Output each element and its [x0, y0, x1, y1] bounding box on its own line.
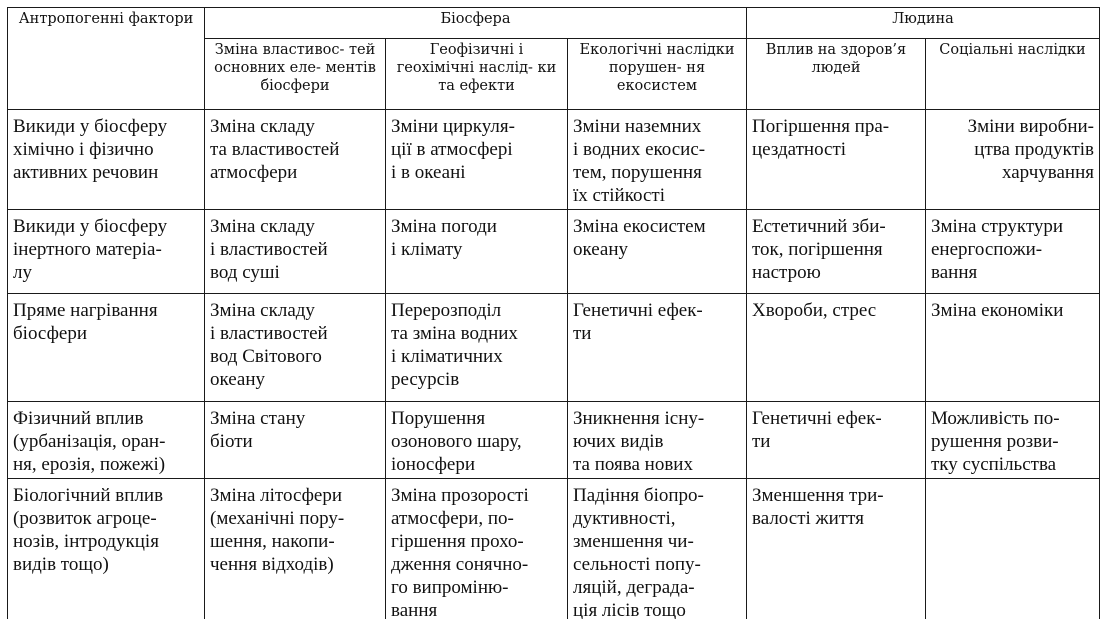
group-header-biosphere: Біосфера	[205, 8, 747, 39]
table-cell: Можливість по- рушення розви- тку суспільства	[926, 402, 1100, 479]
table-cell: Зміна складу і властивостей вод суші	[205, 210, 386, 294]
table-cell: Зміна літосфери (механічні пору- шення, накопи- чення відходів)	[205, 479, 386, 619]
table-cell: Генетичні ефек- ти	[747, 402, 926, 479]
table-cell: Порушення озонового шару, іоносфери	[386, 402, 568, 479]
table-cell: Перерозподіл та зміна водних і кліматичних ресурсів	[386, 294, 568, 402]
table-row	[8, 294, 1100, 402]
table-row	[8, 479, 1100, 619]
column-header: Соціальні наслідки	[926, 39, 1100, 110]
table-cell: Хвороби, стрес	[747, 294, 926, 402]
table-cell: Генетичні ефек- ти	[568, 294, 747, 402]
table-cell: Естетичний зби- ток, погіршення настрою	[747, 210, 926, 294]
table-row	[8, 402, 1100, 479]
column-header: Зміна властивос- тей основних еле- ментів біосфери	[205, 39, 386, 110]
table-cell-empty	[926, 479, 1100, 619]
factor-cell: Фізичний вплив (урбанізація, оран- ня, ерозія, пожежі)	[8, 402, 205, 479]
table-cell: Зміна стану біоти	[205, 402, 386, 479]
table-cell: Зміна складу та властивостей атмосфери	[205, 110, 386, 210]
column-header: Екологічні наслідки порушен- ня екосистем	[568, 39, 747, 110]
factor-cell: Викиди у біосферу інертного матеріа- лу	[8, 210, 205, 294]
table-row	[8, 110, 1100, 210]
factor-cell: Біологічний вплив (розвиток агроце- нозів, інтродукція видів тощо)	[8, 479, 205, 619]
group-header-human: Людина	[747, 8, 1100, 39]
table-cell: Зменшення три- валості життя	[747, 479, 926, 619]
table-cell: Зміна економіки	[926, 294, 1100, 402]
corner-header: Антропогенні фактори	[8, 8, 205, 110]
table-cell: Зміни наземних і водних екосис- тем, порушення їх стійкості	[568, 110, 747, 210]
table-cell: Зміна структури енергоспожи- вання	[926, 210, 1100, 294]
table-cell: Зникнення існу- ючих видів та поява нових	[568, 402, 747, 479]
table-cell: Зміни виробни- цтва продуктів харчування	[926, 110, 1100, 210]
column-header: Геофізичні і геохімічні наслід- ки та ефекти	[386, 39, 568, 110]
table-cell: Зміна складу і властивостей вод Світового океану	[205, 294, 386, 402]
column-header: Вплив на здоров’я людей	[747, 39, 926, 110]
factors-table	[7, 7, 1100, 619]
factor-cell: Викиди у біосферу хімічно і фізично активних речовин	[8, 110, 205, 210]
table-cell: Зміна екосистем океану	[568, 210, 747, 294]
table-cell: Падіння біопро- дуктивності, зменшення чи- сельності попу- ляцій, деграда- ція лісів тощо	[568, 479, 747, 619]
table-cell: Погіршення пра- цездатності	[747, 110, 926, 210]
table-cell: Зміна прозорості атмосфери, по- гіршення прохо- дження сонячно- го випроміню- вання	[386, 479, 568, 619]
factor-cell: Пряме нагрівання біосфери	[8, 294, 205, 402]
table-cell: Зміна погоди і клімату	[386, 210, 568, 294]
table-row	[8, 210, 1100, 294]
table-cell: Зміни циркуля- ції в атмосфері і в океані	[386, 110, 568, 210]
